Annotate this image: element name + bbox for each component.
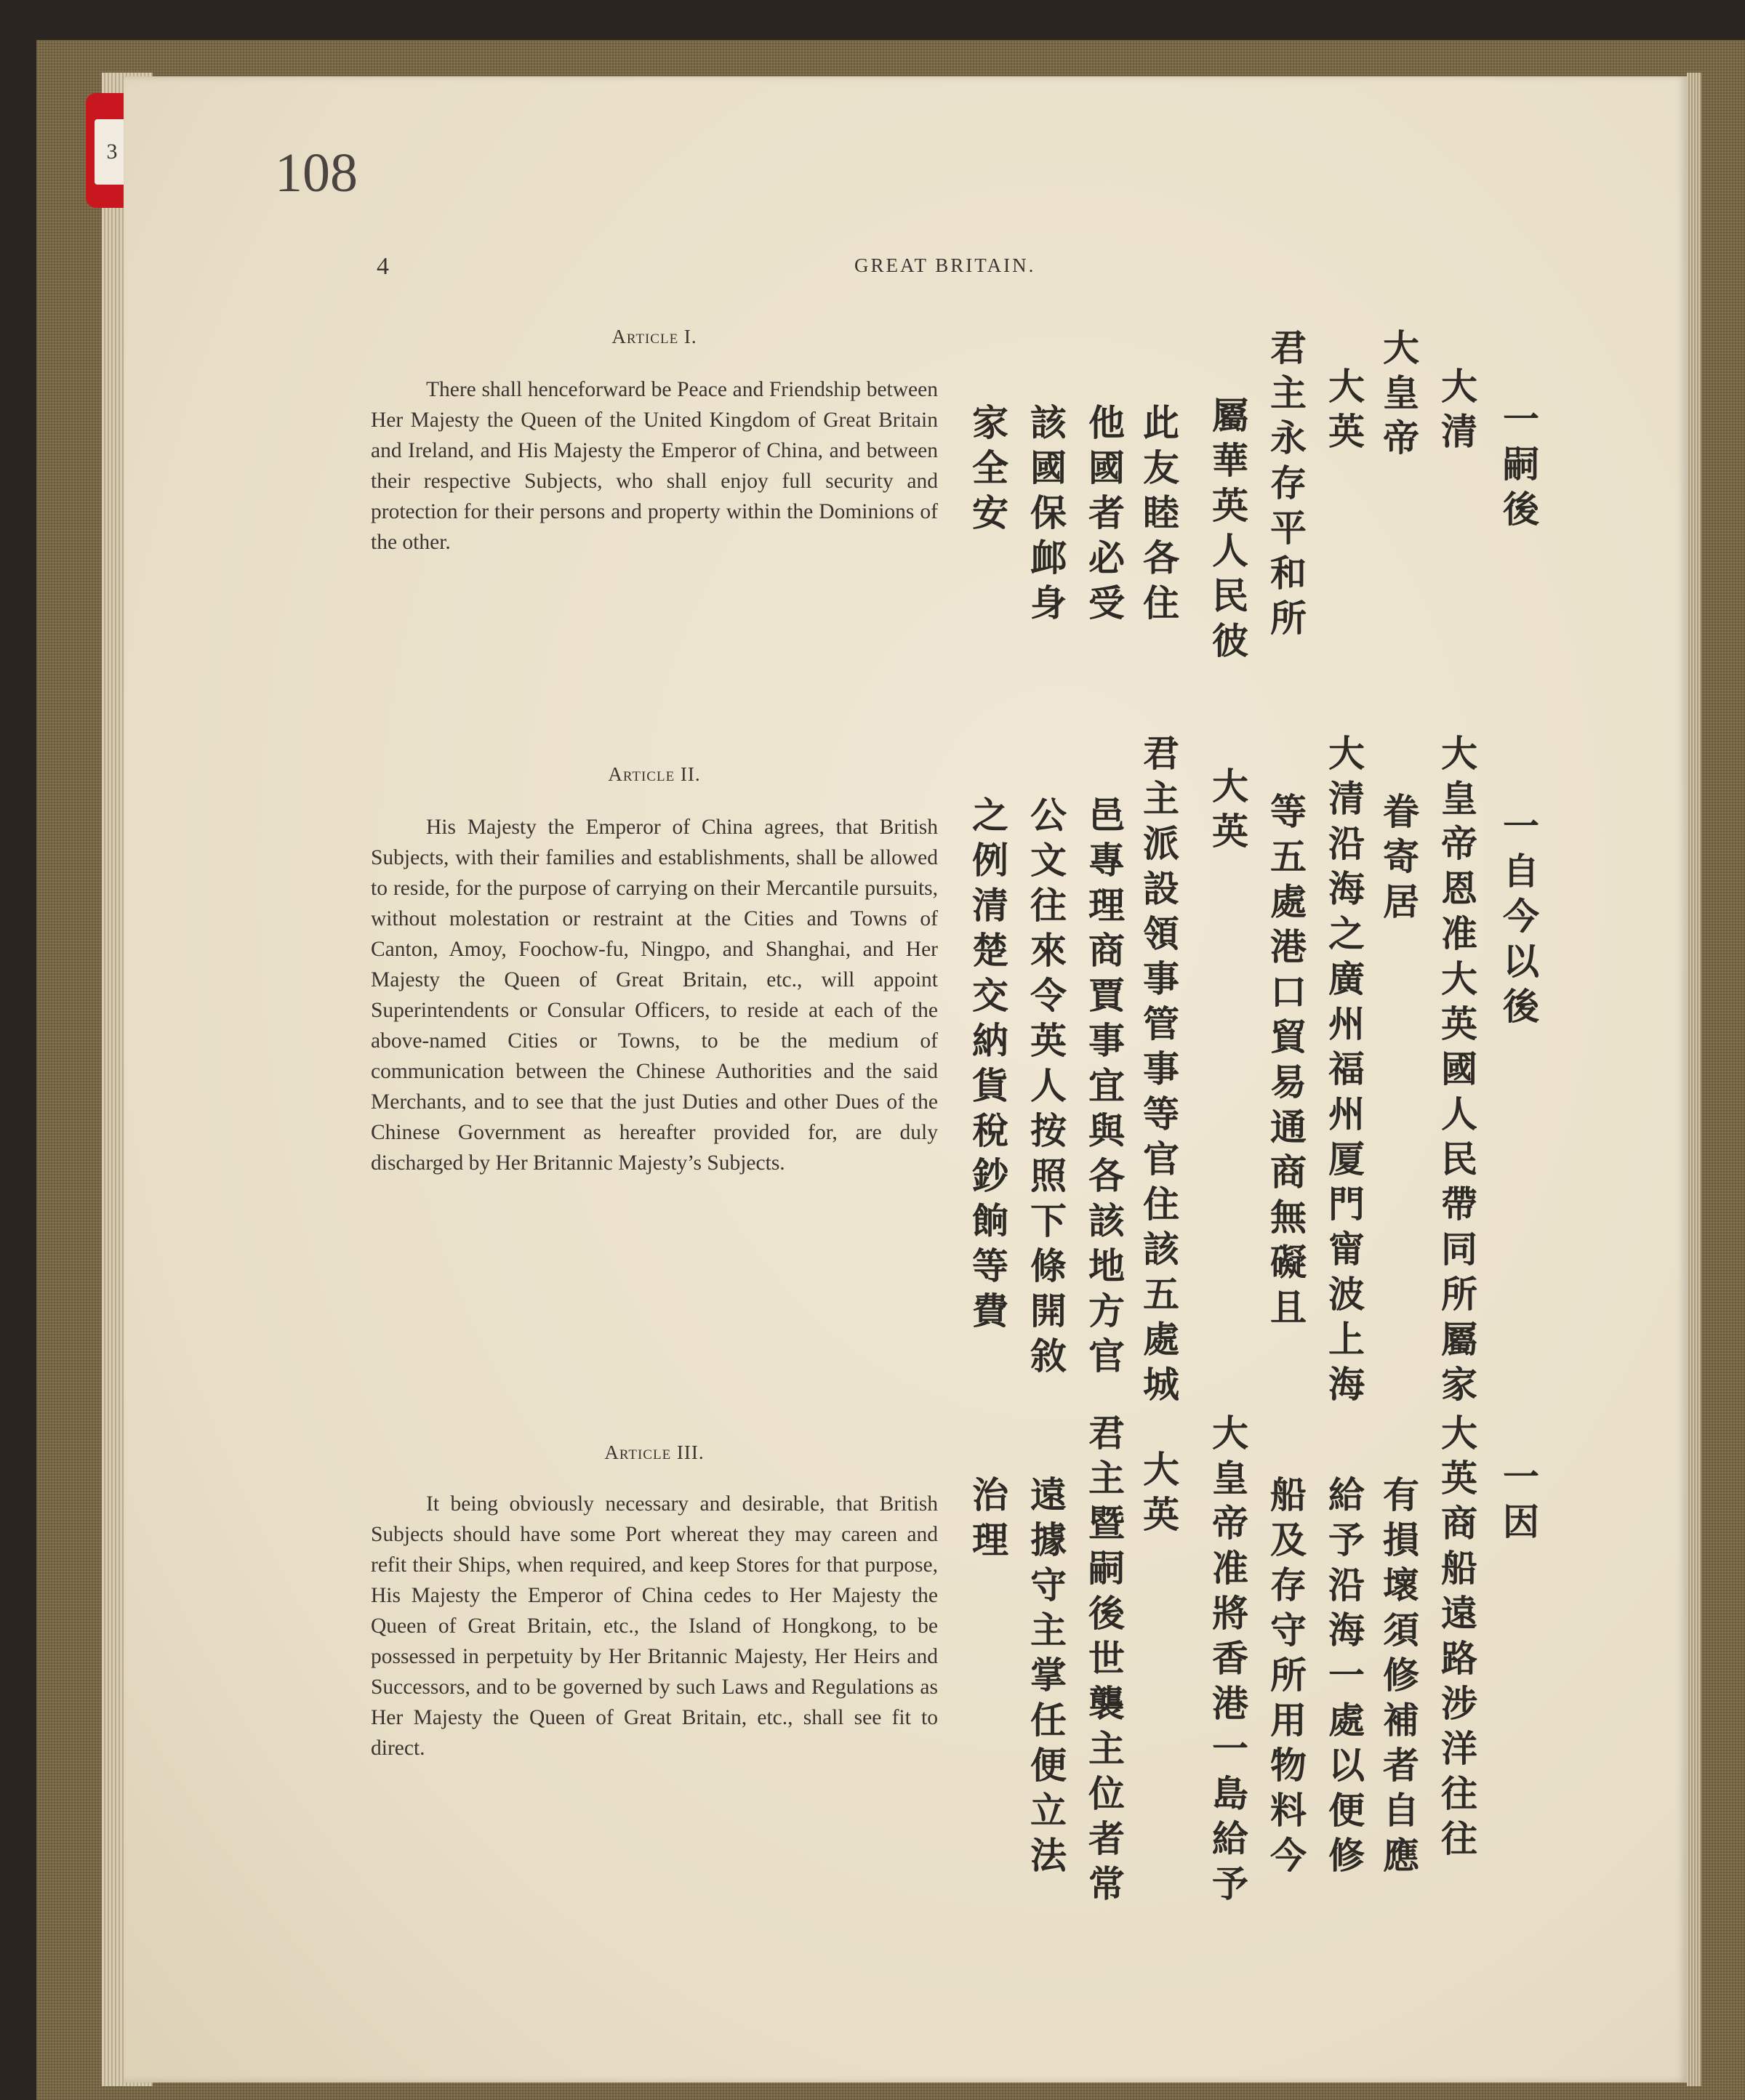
- page-number: 4: [377, 253, 389, 280]
- chinese-column: 大皇帝准將香港一島給予: [1206, 1414, 1248, 1910]
- chinese-column: 他國者必受: [1083, 403, 1125, 629]
- chinese-column: 公文往來令英人按照下條開敘: [1024, 796, 1067, 1382]
- folio-number: 108: [275, 142, 358, 204]
- chinese-column: 大皇帝: [1377, 329, 1419, 464]
- article-heading: Article II.: [608, 763, 701, 785]
- article-english-text: His Majesty the Emperor of China agrees, that British Subjects, with their families and establishments, shall be allowed to reside, for the purpose of carrying on their Mercantile pursuits, without molestation or restraint at the Cities and Towns of Canton, Amoy, Foochow-fu, Ningpo, and Shanghai, and Her Majesty the Queen of Great Britain, etc., will appoint Superintendents or Consular Officers, to reside at each of the above-named Cities or Towns, to be the medium of communication between the Chinese Authorities and the said Merchants, and to see that the just Duties and other Dues of the Chinese Government as hereafter provided for, are duly discharged by Her Britannic Majesty’s Subjects.: [371, 816, 938, 1175]
- chinese-column: 該國保䘏身: [1024, 403, 1067, 629]
- chinese-column: 遠據守主掌任便立法: [1024, 1476, 1067, 1881]
- chinese-column: 大英: [1137, 1450, 1179, 1540]
- chinese-column: 大英商船遠路涉洋往往: [1435, 1414, 1477, 1864]
- chinese-column: 君主永存平和所: [1264, 329, 1307, 644]
- chinese-column: 君主派設領事管事等官住該五處城: [1137, 734, 1179, 1410]
- chinese-column: 大英: [1206, 767, 1248, 857]
- chinese-column: 邑專理商賈事宜與各該地方官: [1083, 796, 1125, 1382]
- chinese-column: 一嗣後: [1497, 400, 1539, 535]
- article-english-text: There shall henceforward be Peace and Friendship between Her Majesty the Queen of the United Kingdom of Great Britain and Ireland, and His Majesty the Emperor of China, and between their respective Subjects, who shall enjoy full security and protection for their persons and property within the Dominions of the other.: [371, 378, 938, 554]
- library-tab-label: 3: [95, 119, 129, 185]
- chinese-column: 大英: [1323, 367, 1365, 457]
- article-heading: Article III.: [604, 1441, 705, 1463]
- chinese-column: 家全安: [966, 403, 1008, 539]
- chinese-column: 大清: [1435, 367, 1477, 457]
- article-heading: Article I.: [611, 326, 697, 347]
- chinese-column: 大皇帝恩准大英國人民帶同所屬家: [1435, 734, 1477, 1410]
- running-title: GREAT BRITAIN.: [854, 254, 1036, 276]
- right-page-edges: [1687, 73, 1701, 2086]
- chinese-column: 之例清楚交納貨稅鈔餉等費: [966, 796, 1008, 1337]
- chinese-column: 給予沿海一處以便修: [1323, 1476, 1365, 1881]
- article-english-text: It being obviously necessary and desirable, that British Subjects should have some Port whereat they may careen and refit their Ships, when required, and keep Stores for that purpose, His Majesty the Emperor of China cedes to Her Majesty the Queen of Great Britain, etc., the Island of Hongkong, to be possessed in perpetuity by Her Britannic Majesty, Her Heirs and Successors, and to be governed by such Laws and Regulations as Her Majesty the Queen of Great Britain, etc., shall see fit to direct.: [371, 1492, 938, 1760]
- chinese-column: 屬華英人民彼: [1206, 396, 1248, 667]
- chinese-column: 有損壞須修補者自應: [1377, 1476, 1419, 1881]
- chinese-column: 船及存守所用物料今: [1264, 1476, 1307, 1881]
- chinese-column: 一自今以後: [1497, 807, 1539, 1032]
- chinese-column: 君主暨嗣後世襲主位者常: [1083, 1414, 1125, 1910]
- chinese-column: 等五處港口貿易通商無礙且: [1264, 792, 1307, 1333]
- chinese-column: 一因: [1497, 1457, 1539, 1548]
- chinese-column: 治理: [966, 1476, 1008, 1566]
- chinese-column: 大清沿海之廣州福州厦門甯波上海: [1323, 734, 1365, 1410]
- chinese-column: 眷寄居: [1377, 792, 1419, 928]
- chinese-column: 此友睦各住: [1137, 403, 1179, 629]
